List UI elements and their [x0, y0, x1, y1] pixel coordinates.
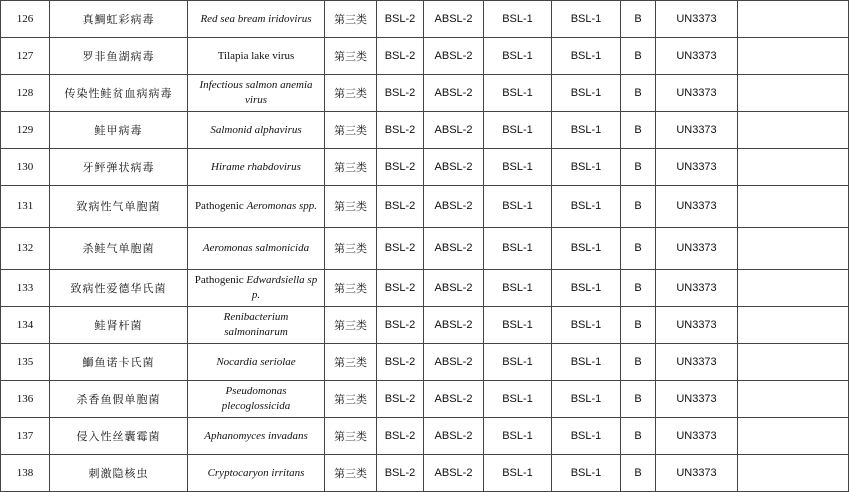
cell-lab-level-2: ABSL-2: [424, 112, 484, 149]
cell-un-number: UN3373: [656, 38, 738, 75]
cell-lab-level-2: ABSL-2: [424, 186, 484, 228]
cell-lab-level-4: BSL-1: [552, 1, 621, 38]
cell-lab-level-4: BSL-1: [552, 75, 621, 112]
cell-chinese-name: 刺激隐核虫: [50, 455, 188, 492]
cell-packaging-class: B: [621, 228, 656, 270]
cell-chinese-name: 鲑肾杆菌: [50, 307, 188, 344]
cell-category: 第三类: [325, 186, 377, 228]
cell-un-number: UN3373: [656, 228, 738, 270]
cell-lab-level-2: ABSL-2: [424, 270, 484, 307]
table-row: [1, 1, 849, 38]
table-row: [1, 270, 849, 307]
cell-number: 127: [1, 38, 50, 75]
cell-packaging-class: B: [621, 149, 656, 186]
cell-lab-level-1: BSL-2: [377, 307, 424, 344]
cell-chinese-name: 鲑甲病毒: [50, 112, 188, 149]
cell-lab-level-2: ABSL-2: [424, 381, 484, 418]
cell-lab-level-2: ABSL-2: [424, 344, 484, 381]
cell-note: [738, 112, 849, 149]
cell-lab-level-3: BSL-1: [484, 75, 552, 112]
cell-note: [738, 307, 849, 344]
cell-un-number: UN3373: [656, 186, 738, 228]
cell-lab-level-4: BSL-1: [552, 418, 621, 455]
cell-note: [738, 38, 849, 75]
cell-scientific-name: [188, 381, 325, 418]
cell-lab-level-2: ABSL-2: [424, 228, 484, 270]
name-italic: Cryptocaryon irritans: [207, 466, 305, 479]
cell-lab-level-1: BSL-2: [377, 455, 424, 492]
cell-un-number: UN3373: [656, 344, 738, 381]
cell-lab-level-1: BSL-2: [377, 112, 424, 149]
cell-lab-level-3: BSL-1: [484, 186, 552, 228]
cell-lab-level-4: BSL-1: [552, 307, 621, 344]
cell-note: [738, 455, 849, 492]
cell-note: [738, 1, 849, 38]
cell-un-number: UN3373: [656, 418, 738, 455]
cell-note: [738, 344, 849, 381]
cell-packaging-class: B: [621, 1, 656, 38]
cell-lab-level-3: BSL-1: [484, 1, 552, 38]
cell-chinese-name: 杀香鱼假单胞菌: [50, 381, 188, 418]
cell-un-number: UN3373: [656, 307, 738, 344]
cell-chinese-name: 致病性气单胞菌: [50, 186, 188, 228]
table-row: [1, 455, 849, 492]
cell-number: 132: [1, 228, 50, 270]
cell-lab-level-4: BSL-1: [552, 149, 621, 186]
cell-lab-level-2: ABSL-2: [424, 307, 484, 344]
cell-category: 第三类: [325, 1, 377, 38]
cell-scientific-name: [188, 1, 325, 38]
cell-chinese-name: 罗非鱼湖病毒: [50, 38, 188, 75]
cell-un-number: UN3373: [656, 455, 738, 492]
cell-lab-level-2: ABSL-2: [424, 149, 484, 186]
name-italic: Edwardsiella sp p.: [246, 274, 318, 301]
cell-packaging-class: B: [621, 455, 656, 492]
table-row: [1, 112, 849, 149]
cell-lab-level-1: BSL-2: [377, 381, 424, 418]
cell-lab-level-2: ABSL-2: [424, 418, 484, 455]
table-row: [1, 418, 849, 455]
cell-chinese-name: 杀鲑气单胞菌: [50, 228, 188, 270]
cell-lab-level-4: BSL-1: [552, 455, 621, 492]
cell-lab-level-3: BSL-1: [484, 455, 552, 492]
cell-un-number: UN3373: [656, 270, 738, 307]
cell-chinese-name: 传染性鲑贫血病病毒: [50, 75, 188, 112]
name-italic: Renibacterium salmoninarum: [223, 311, 289, 338]
cell-packaging-class: B: [621, 75, 656, 112]
cell-scientific-name: [188, 75, 325, 112]
cell-lab-level-4: BSL-1: [552, 38, 621, 75]
cell-lab-level-2: ABSL-2: [424, 455, 484, 492]
cell-lab-level-1: BSL-2: [377, 270, 424, 307]
cell-lab-level-1: BSL-2: [377, 344, 424, 381]
cell-number: 130: [1, 149, 50, 186]
cell-category: 第三类: [325, 307, 377, 344]
cell-scientific-name: [188, 38, 325, 75]
cell-packaging-class: B: [621, 38, 656, 75]
name-italic: Hirame rhabdovirus: [211, 160, 301, 173]
cell-category: 第三类: [325, 455, 377, 492]
cell-scientific-name: [188, 149, 325, 186]
name-prefix: Pathogenic: [194, 274, 247, 286]
table-row: [1, 381, 849, 418]
table-row: [1, 149, 849, 186]
cell-lab-level-1: BSL-2: [377, 418, 424, 455]
cell-lab-level-3: BSL-1: [484, 112, 552, 149]
cell-number: 128: [1, 75, 50, 112]
name-prefix: Pathogenic: [194, 200, 247, 212]
table-row: [1, 38, 849, 75]
cell-scientific-name: [188, 344, 325, 381]
cell-packaging-class: B: [621, 307, 656, 344]
cell-un-number: UN3373: [656, 1, 738, 38]
cell-scientific-name: [188, 455, 325, 492]
cell-lab-level-4: BSL-1: [552, 381, 621, 418]
cell-lab-level-4: BSL-1: [552, 270, 621, 307]
cell-chinese-name: 鰤鱼诺卡氏菌: [50, 344, 188, 381]
cell-scientific-name: [188, 270, 325, 307]
cell-note: [738, 149, 849, 186]
name-italic: Red sea bream iridovirus: [200, 12, 312, 25]
cell-note: [738, 228, 849, 270]
name-italic: Nocardia seriolae: [216, 355, 296, 368]
cell-packaging-class: B: [621, 418, 656, 455]
table-row: [1, 186, 849, 228]
name-italic: Pseudomonas plecoglossicida: [221, 385, 291, 412]
cell-lab-level-3: BSL-1: [484, 381, 552, 418]
cell-lab-level-3: BSL-1: [484, 38, 552, 75]
cell-note: [738, 381, 849, 418]
name-italic: Salmonid alphavirus: [210, 123, 302, 136]
cell-un-number: UN3373: [656, 381, 738, 418]
cell-scientific-name: [188, 418, 325, 455]
cell-un-number: UN3373: [656, 149, 738, 186]
cell-lab-level-2: ABSL-2: [424, 75, 484, 112]
cell-chinese-name: 侵入性丝囊霉菌: [50, 418, 188, 455]
cell-category: 第三类: [325, 112, 377, 149]
cell-number: 134: [1, 307, 50, 344]
cell-lab-level-1: BSL-2: [377, 149, 424, 186]
cell-category: 第三类: [325, 381, 377, 418]
cell-scientific-name: [188, 228, 325, 270]
cell-lab-level-2: ABSL-2: [424, 1, 484, 38]
cell-lab-level-1: BSL-2: [377, 186, 424, 228]
cell-category: 第三类: [325, 228, 377, 270]
cell-note: [738, 270, 849, 307]
cell-chinese-name: 致病性爱德华氏菌: [50, 270, 188, 307]
cell-category: 第三类: [325, 149, 377, 186]
cell-category: 第三类: [325, 270, 377, 307]
name-prefix: Tilapia lake virus: [217, 49, 295, 62]
cell-lab-level-1: BSL-2: [377, 75, 424, 112]
cell-number: 126: [1, 1, 50, 38]
cell-category: 第三类: [325, 38, 377, 75]
cell-number: 138: [1, 455, 50, 492]
cell-scientific-name: [188, 112, 325, 149]
cell-category: 第三类: [325, 75, 377, 112]
cell-number: 136: [1, 381, 50, 418]
cell-lab-level-1: BSL-2: [377, 1, 424, 38]
cell-lab-level-1: BSL-2: [377, 228, 424, 270]
table-row: [1, 307, 849, 344]
cell-number: 129: [1, 112, 50, 149]
cell-lab-level-1: BSL-2: [377, 38, 424, 75]
cell-note: [738, 186, 849, 228]
cell-lab-level-2: ABSL-2: [424, 38, 484, 75]
cell-lab-level-4: BSL-1: [552, 344, 621, 381]
cell-lab-level-3: BSL-1: [484, 307, 552, 344]
cell-note: [738, 75, 849, 112]
cell-un-number: UN3373: [656, 75, 738, 112]
cell-packaging-class: B: [621, 112, 656, 149]
cell-category: 第三类: [325, 344, 377, 381]
cell-lab-level-3: BSL-1: [484, 149, 552, 186]
cell-chinese-name: 真鯛虹彩病毒: [50, 1, 188, 38]
cell-packaging-class: B: [621, 270, 656, 307]
name-italic: Aeromonas spp.: [246, 200, 318, 212]
cell-number: 131: [1, 186, 50, 228]
cell-lab-level-4: BSL-1: [552, 228, 621, 270]
cell-chinese-name: 牙鲆弹状病毒: [50, 149, 188, 186]
name-italic: Infectious salmon anemia virus: [199, 79, 313, 106]
table-row: [1, 344, 849, 381]
cell-un-number: UN3373: [656, 112, 738, 149]
table-body: [1, 1, 849, 492]
cell-packaging-class: B: [621, 381, 656, 418]
name-italic: Aphanomyces invadans: [204, 429, 308, 442]
cell-lab-level-3: BSL-1: [484, 418, 552, 455]
cell-packaging-class: B: [621, 344, 656, 381]
cell-number: 133: [1, 270, 50, 307]
cell-lab-level-3: BSL-1: [484, 270, 552, 307]
cell-scientific-name: [188, 307, 325, 344]
cell-scientific-name: [188, 186, 325, 228]
table-row: [1, 228, 849, 270]
cell-number: 135: [1, 344, 50, 381]
cell-lab-level-3: BSL-1: [484, 344, 552, 381]
table-row: [1, 75, 849, 112]
cell-category: 第三类: [325, 418, 377, 455]
cell-number: 137: [1, 418, 50, 455]
cell-packaging-class: B: [621, 186, 656, 228]
name-italic: Aeromonas salmonicida: [202, 242, 310, 254]
cell-lab-level-3: BSL-1: [484, 228, 552, 270]
cell-note: [738, 418, 849, 455]
cell-lab-level-4: BSL-1: [552, 186, 621, 228]
cell-lab-level-4: BSL-1: [552, 112, 621, 149]
